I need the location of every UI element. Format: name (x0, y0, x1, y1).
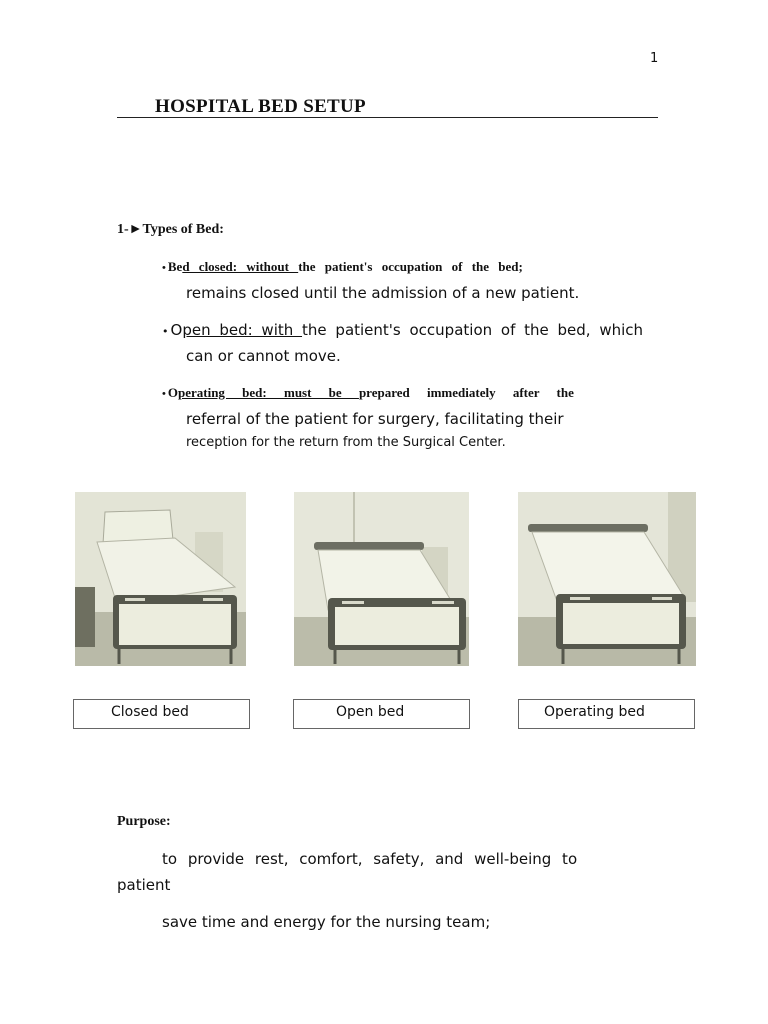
bullet-continuation: remains closed until the admission of a new patient. (186, 284, 580, 302)
bullet-closed-bed (162, 259, 523, 275)
bullet-icon: • (162, 325, 169, 338)
caption-label: Open bed (336, 704, 405, 720)
bullet-lead: Be (167, 259, 183, 274)
bullet-continuation: reception for the return from the Surgical Center. (186, 435, 506, 450)
bullet-icon: • (162, 388, 166, 400)
open-bed-photo (294, 492, 469, 666)
title-rule (117, 96, 658, 118)
purpose-line: save time and energy for the nursing team; (162, 913, 491, 931)
purpose-line: to provide rest, comfort, safety, and well-being to (162, 850, 578, 868)
operating-bed-photo (518, 492, 696, 666)
caption-operating-bed (518, 699, 695, 729)
page-title: HOSPITAL BED SETUP (155, 96, 366, 117)
closed-bed-photo (75, 492, 246, 666)
purpose-line-wrap: patient (117, 876, 171, 894)
bullet-open-bed (162, 321, 643, 339)
bullet-rest: the patient's occupation of the bed; (298, 259, 523, 274)
page-number: 1 (650, 51, 659, 66)
bullet-lead: O (167, 385, 178, 400)
bullet-continuation: referral of the patient for surgery, facilitating their (186, 410, 564, 428)
bullet-rest: prepared immediately after the (358, 385, 574, 400)
caption-open-bed (293, 699, 470, 729)
caption-label: Operating bed (544, 704, 645, 720)
bullet-lead-underlined: d closed: without (182, 259, 299, 274)
bullet-lead-underlined: pen bed: with (182, 321, 303, 339)
bullet-operating-bed (162, 385, 574, 401)
caption-label: Closed bed (111, 704, 189, 720)
bullet-lead: O (170, 321, 183, 339)
purpose-heading: Purpose: (117, 814, 171, 829)
bullet-continuation: can or cannot move. (186, 347, 341, 365)
section-heading-types-of-bed: 1-►Types of Bed: (117, 222, 224, 237)
caption-closed-bed (73, 699, 250, 729)
bullet-rest: the patient's occupation of the bed, which (302, 321, 644, 339)
bullet-icon: • (162, 262, 166, 274)
bullet-lead-underlined: perating bed: must be (177, 385, 359, 400)
